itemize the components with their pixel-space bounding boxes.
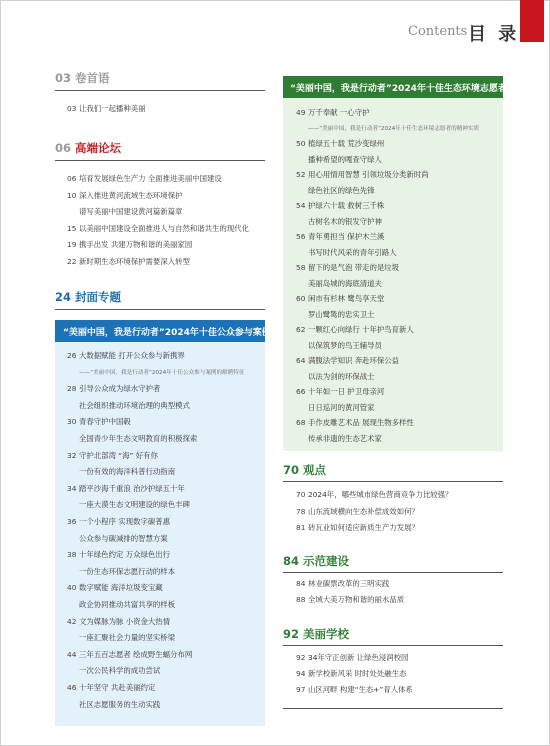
toc-page-number: 92: [296, 653, 306, 662]
toc-page-number: 97: [296, 685, 306, 694]
toc-page-number: 30: [67, 417, 77, 427]
toc-entry-text: 守护北部湾 “海” 好有你: [79, 450, 158, 460]
toc-entry[interactable]: [67, 240, 192, 250]
toc-entry-text: 古树名木的银发守护神: [308, 216, 382, 226]
toc-page-number: 62: [296, 325, 306, 334]
toc-entry[interactable]: [296, 294, 384, 304]
toc-page-number: 40: [67, 583, 77, 593]
section-demo-title: [283, 553, 349, 569]
toc-entry-text: 一次公民科学的成功尝试: [79, 666, 161, 676]
toc-page-number: 49: [296, 108, 306, 117]
section-number: 06: [55, 141, 72, 155]
toc-entry-text: 美丽岛城的海底清道夫: [308, 278, 382, 288]
toc-entry[interactable]: [296, 387, 384, 397]
toc-entry-text: 播种希望的嘎查守绿人: [308, 154, 382, 164]
toc-entry-text: 山区河畔 构建“生态+”育人体系: [308, 685, 413, 694]
toc-entry[interactable]: [296, 217, 382, 227]
toc-entry-text: 林业碳票改革的三明实践: [308, 579, 390, 588]
toc-page-number: 52: [296, 170, 306, 179]
volunteers-banner-text: “美丽中国，我是行动者”2024年十佳生态环境志愿者: [290, 84, 507, 94]
toc-page-number: 42: [67, 616, 77, 626]
contents-en-title: Contents: [408, 24, 468, 39]
toc-entry[interactable]: [296, 595, 404, 605]
toc-entry-text: 绿色社区的绿色先锋: [308, 185, 375, 195]
toc-entry-text: 传承非遗的生态艺术家: [308, 433, 382, 443]
toc-page-number: 34: [67, 483, 77, 493]
section-label: 高端论坛: [75, 141, 122, 155]
toc-entry-text: 引导公众成为绿水守护者: [79, 384, 161, 394]
toc-entry[interactable]: [67, 550, 170, 560]
toc-page-number: 58: [296, 263, 306, 272]
section-number: 92: [283, 627, 300, 641]
toc-entry[interactable]: [67, 104, 146, 114]
toc-entry[interactable]: [67, 484, 185, 494]
cover-topic-banner: [55, 320, 271, 342]
toc-entry-text: 大数据赋能 打开公众参与新携界: [79, 351, 185, 360]
toc-entry-text: 留下的是气泡 带走的是垃圾: [308, 263, 400, 272]
toc-page-number: 66: [296, 387, 306, 396]
section-divider: [55, 309, 265, 310]
section-school-title: [283, 626, 349, 642]
toc-entry-text: 一个小程序 实现数字碳普惠: [79, 517, 171, 526]
toc-entry[interactable]: [67, 384, 160, 394]
toc-entry[interactable]: [67, 617, 170, 627]
toc-page-number: 06: [67, 174, 77, 183]
toc-page-number: 26: [67, 351, 77, 360]
toc-entry[interactable]: [296, 685, 413, 695]
toc-entry[interactable]: [67, 257, 190, 267]
toc-page-number: 50: [296, 139, 306, 148]
toc-entry-text: 一份生态环保志愿行动的样本: [79, 566, 176, 576]
toc-page-number: 38: [67, 550, 77, 560]
toc-entry-text: 用心用情用智慧 引领垃圾分类新时尚: [308, 170, 429, 179]
toc-page-number: 78: [296, 506, 306, 516]
toc-entry-text: 青年勇担当 保护木兰溪: [308, 232, 385, 241]
toc-entry[interactable]: [296, 341, 382, 351]
toc-page-number: 28: [67, 384, 77, 394]
toc-entry[interactable]: [67, 583, 163, 593]
bottom-divider: [283, 708, 503, 709]
toc-entry-text: 深入推进黄河流域生态环境保护: [79, 190, 183, 200]
section-label: 美丽学校: [303, 627, 350, 641]
section-divider: [283, 645, 503, 646]
toc-entry-text: 一座大漠生态文明建设的绿色丰碑: [79, 500, 190, 510]
toc-entry-text: 2024年，哪些城市绿色营商竞争力比较强？: [308, 490, 453, 499]
section-divider: [283, 572, 503, 573]
volunteers-banner: [283, 76, 507, 98]
section-divider: [55, 90, 265, 91]
section-label: 示范建设: [303, 554, 350, 568]
toc-entry-text: 手作皮雕艺术品 展现生物多样性: [308, 418, 414, 427]
toc-entry-text: 培育发展绿色生产力 全面推进美丽中国建设: [79, 174, 222, 183]
toc-entry-text: 社会组织推动环境治理的典型模式: [79, 400, 190, 410]
toc-entry[interactable]: [67, 567, 175, 577]
toc-entry[interactable]: [67, 534, 168, 544]
toc-entry-text: 公众参与碳减排的智慧方案: [79, 533, 168, 543]
toc-entry[interactable]: [67, 191, 182, 201]
toc-entry[interactable]: [67, 434, 197, 444]
toc-entry[interactable]: [296, 507, 419, 517]
cover-topic-banner-text: “美丽中国，我是行动者”2024年十佳公众参与案例: [63, 328, 271, 338]
toc-page-number: 70: [296, 490, 306, 499]
section-label: 卷首语: [75, 71, 110, 85]
toc-entry[interactable]: [296, 263, 399, 273]
red-corner-tab: [520, 0, 544, 42]
toc-page-number: 10: [67, 190, 77, 200]
toc-entry[interactable]: [296, 653, 408, 663]
toc-page-number: 22: [67, 256, 77, 266]
section-number: 24: [55, 290, 72, 304]
toc-entry[interactable]: [296, 139, 384, 149]
toc-entry-text: 青春守护中国毂: [79, 417, 131, 427]
toc-page-number: 88: [296, 595, 306, 604]
toc-page-number: 94: [296, 669, 306, 678]
section-views-title: [283, 462, 326, 478]
toc-entry-text: 让我们一起播种美丽: [79, 104, 146, 113]
section-label: 观点: [303, 463, 327, 477]
toc-entry[interactable]: [296, 434, 382, 444]
toc-entry[interactable]: [296, 155, 382, 165]
toc-entry[interactable]: [67, 467, 175, 477]
toc-entry-text: 以保筑梦的鸟王辅导员: [308, 340, 382, 350]
toc-entry[interactable]: [296, 170, 429, 180]
toc-entry[interactable]: [67, 174, 222, 184]
toc-entry-text: 全域大美万物和谐的丽水品质: [308, 595, 405, 604]
toc-entry[interactable]: [67, 666, 160, 676]
toc-entry[interactable]: [296, 310, 375, 320]
toc-entry-text: 文为媒脉为脉 小资金大热情: [79, 616, 171, 626]
toc-page-number: 46: [67, 683, 77, 692]
toc-entry[interactable]: [296, 201, 384, 211]
toc-entry[interactable]: [67, 500, 190, 510]
toc-entry[interactable]: [296, 523, 419, 533]
toc-entry[interactable]: [296, 108, 369, 118]
toc-page-number: 54: [296, 201, 306, 210]
toc-entry[interactable]: [67, 633, 175, 643]
toc-page-number: 60: [296, 294, 306, 303]
section-label: 封面专题: [75, 290, 122, 304]
toc-entry-text: 以美丽中国建设全面推进人与自然和谐共生的现代化: [79, 223, 249, 233]
toc-entry[interactable]: [67, 600, 175, 610]
section-cover-title: [55, 289, 121, 305]
toc-entry-text: 日日巡河的黄河管家: [308, 402, 375, 412]
toc-entry-text: 护绿六十载 救树三千株: [308, 201, 385, 210]
toc-entry-text: 十年坚守 共赴美丽约定: [79, 683, 156, 692]
toc-entry[interactable]: [296, 490, 452, 500]
toc-entry-text: 一颗红心向绿行 十年护鸟育新人: [308, 325, 414, 334]
toc-page-number: 84: [296, 579, 306, 588]
toc-entry[interactable]: [296, 669, 406, 679]
toc-page-number: 15: [67, 223, 77, 233]
section-divider: [55, 160, 265, 161]
toc-entry-text: 携手出发 共建万物和谐的美丽家园: [79, 240, 193, 249]
toc-entry[interactable]: [296, 579, 389, 589]
toc-entry-text: 山东流域横向生态补偿成效如何？: [308, 506, 419, 516]
toc-entry[interactable]: [67, 401, 190, 411]
toc-entry-text: 34年守正创新 让绿色浸润校园: [308, 653, 409, 662]
section-foreword-title: [55, 70, 110, 86]
toc-entry[interactable]: [67, 517, 170, 527]
section-number: 03: [55, 71, 72, 85]
toc-entry-text: 一份有效的海洋科普行动指南: [79, 467, 176, 477]
toc-entry-text: 以法为剑的环保战士: [308, 371, 375, 381]
contents-cn-title: 目 录: [468, 24, 520, 45]
toc-entry[interactable]: [296, 418, 414, 428]
section-forum-title: [55, 140, 121, 156]
toc-entry-text: 政企协同推动共富共享的样板: [79, 600, 176, 609]
toc-entry-text: 数字赋能 海洋垃圾变宝藏: [79, 583, 163, 593]
section-number: 84: [283, 554, 300, 568]
toc-page-number: 81: [296, 523, 306, 532]
toc-entry[interactable]: [67, 683, 155, 693]
toc-entry[interactable]: [67, 700, 160, 710]
toc-entry-text: 新时期生态环境保护需要深入转型: [79, 256, 190, 266]
toc-entry-subtitle: ——“美丽中国，我是行动者”2024年十佳生态环境志愿者的精神实质: [308, 125, 480, 132]
toc-entry[interactable]: [308, 125, 479, 133]
section-divider: [283, 481, 503, 482]
toc-entry-text: 植绿五十载 荒沙变绿州: [308, 139, 385, 148]
toc-entry-text: 踏平沙海千重浪 治沙护绿五十年: [79, 483, 185, 493]
toc-page-number: 68: [296, 418, 306, 427]
toc-entry-text: 书写时代风采的青年引路人: [308, 247, 397, 257]
toc-entry-text: 满腹法学知识 奔赴环保公益: [308, 356, 400, 365]
toc-page-number: 03: [67, 104, 77, 113]
toc-entry[interactable]: [296, 325, 414, 335]
toc-entry[interactable]: [67, 224, 249, 234]
toc-entry[interactable]: [296, 248, 397, 258]
toc-entry[interactable]: [296, 279, 382, 289]
toc-entry-text: 十年如一日 护卫母亲河: [308, 387, 385, 396]
toc-entry-text: 罗山鹭鸶的忠实卫士: [308, 309, 375, 319]
toc-entry-text: 砖瓦业如何适应新质生产力发展？: [308, 523, 419, 532]
toc-entry[interactable]: [296, 356, 399, 366]
toc-page-number: 32: [67, 450, 77, 460]
toc-entry-text: 一座汇聚社会力量的坚实桥梁: [79, 633, 176, 643]
toc-entry[interactable]: [67, 650, 192, 660]
toc-page-number: 64: [296, 356, 306, 365]
toc-entry-text: 全国青少年生态文明教育的积极探索: [79, 434, 198, 443]
toc-entry-text: 社区志愿服务的生动实践: [79, 699, 161, 709]
toc-entry-text: 十年绿色约定 万众绿色出行: [79, 550, 171, 560]
toc-entry[interactable]: [67, 451, 158, 461]
toc-page-number: 56: [296, 232, 306, 241]
toc-entry-subtitle: ——“美丽中国，我是行动者”2024年十佳公众参与案例的解聘特征: [79, 369, 245, 376]
toc-entry-text: 谱写美丽中国建设黄河篇新篇章: [79, 207, 183, 216]
toc-entry[interactable]: [67, 207, 182, 217]
toc-entry[interactable]: [296, 186, 375, 196]
toc-page-number: 36: [67, 517, 77, 526]
toc-entry[interactable]: [296, 372, 375, 382]
toc-entry-text: 三年五百志愿者 绘成野生蝠分布网: [79, 649, 193, 659]
toc-entry[interactable]: [296, 403, 375, 413]
toc-entry[interactable]: [67, 351, 185, 361]
toc-page-number: 44: [67, 649, 77, 659]
toc-entry-text: 万千奉献 一心守护: [308, 108, 370, 117]
toc-entry[interactable]: [67, 417, 131, 427]
toc-entry-text: 新学校新风采 时时处处融生态: [308, 669, 407, 678]
section-number: 70: [283, 463, 300, 477]
toc-entry[interactable]: [296, 232, 384, 242]
toc-page-number: 19: [67, 240, 77, 249]
toc-entry-text: 闲市有杉林 鹭鸟享天堂: [308, 294, 385, 303]
toc-entry[interactable]: [79, 369, 244, 377]
